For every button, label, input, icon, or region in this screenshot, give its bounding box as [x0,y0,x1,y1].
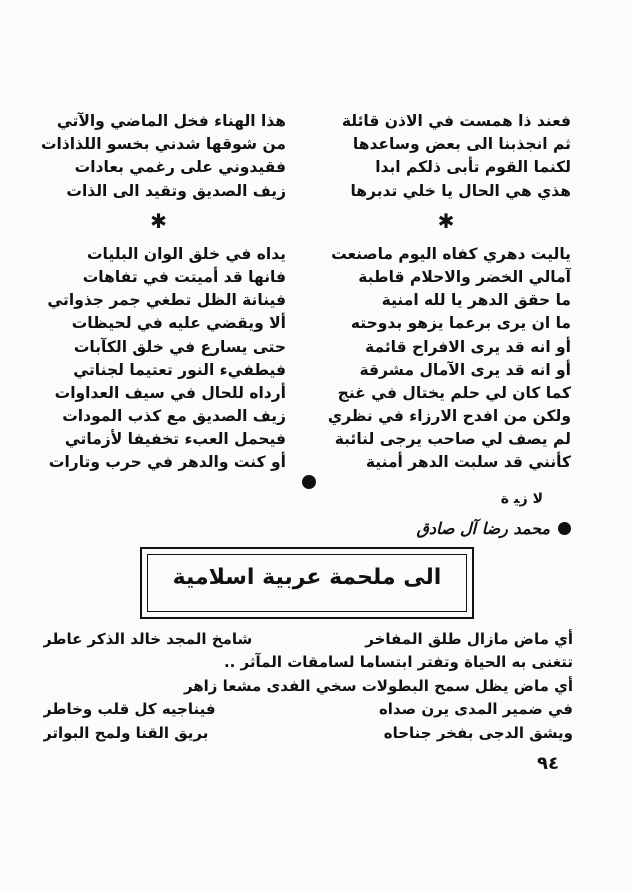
verse-hemistich: فيناجيه كل قلب وخاطر [43,700,216,719]
verse-line: ألا ويقضي عليه في لحيظات [71,314,286,333]
verse-hemistich: أي ماض مازال طلق المفاخر [365,630,573,648]
verse-line: أو كنت والدهر في حرب وتارات [48,453,286,472]
verse-line: أو انه قد يرى الآمال مشرقة [359,360,571,379]
verse-line: أو انه قد يرى الافراح قائمة [365,337,571,356]
second-poem [43,628,573,745]
left-column [31,110,286,475]
verse-line: ثم انجذبنا الى بعض وساعدها [352,135,571,154]
verse-line: حتى يسارع في خلق الكآبات [73,337,286,356]
verse-line: أرداه للحال في سيف العداوات [54,383,286,402]
poem-title: الى ملحمة عربية اسلامية [172,565,442,590]
verse-line: لم يصف لي صاحب يرجى لنائبة [334,430,571,449]
verse-line: فعند ذا همست في الاذن قائلة [341,112,571,130]
stanza-separator: ✱ [150,208,167,233]
right-column [321,110,571,475]
verse-line: ما حقق الدهر يا لله امنية [381,291,571,310]
bullet-dot-icon [558,522,571,535]
verse-line: زيف الصديق وتقيد الى الذات [66,181,286,200]
verse-line [43,698,573,721]
verse-line: تتغنى به الحياة وتفتر ابتساما لسامقات المآثر .. [223,653,573,672]
verse-line: هذا الهناء فخل الماضي والآتي [56,112,286,130]
verse-hemistich: شامخ المجد خالد الذكر عاطر [43,630,253,648]
title-frame [140,547,474,619]
verse-line: كما كان لي حلم يختال في غنج [337,383,571,402]
page-number: ٩٤ [537,753,559,774]
verse-line: ولكن من افدح الارزاء في نظري [327,407,571,426]
verse-line: كأنني قد سلبت الدهر أمنية [365,453,571,472]
verse-line: ياليت دهري كفاه اليوم ماصنعت [331,244,571,263]
verse-line: ما ان يرى برعما يزهو بدوحته [350,314,571,333]
verse-line [43,628,573,651]
verse-line: فينانة الظل تطغي جمر جذواتي [47,291,286,310]
verse-line: يداه في خلق الوان البليات [86,244,286,263]
section-dot-icon [302,475,316,489]
verse-hemistich: ويشق الدجى بفخر جناحاه [383,723,573,742]
verse-line: هذي هي الحال يا خلي تدبرها [350,181,571,200]
ornament: ﻻ ﺯﻴ ﺓ [500,491,543,507]
verse-line: أي ماض يظل سمح البطولات سخي الفدى مشعا زاهر [183,676,573,695]
verse-line: لكنما القوم تأبى ذلكم ابدا [375,158,571,177]
verse-line: زيف الصديق مع كذب المودات [62,407,286,426]
author-name: محمد رضا آل صادق [416,518,550,538]
verse-line: فانها قد أميتت في تفاهات [82,267,286,286]
verse-line [43,722,573,745]
author-row [416,515,571,541]
verse-line: فيحمل العبء تخفيفا لأزماتي [64,430,286,449]
verse-line: آمالي الخضر والاحلام قاطبة [358,267,571,286]
verse-line: فقيدوني على رغمي بعادات [74,158,286,177]
stanza-separator: ✱ [437,208,455,233]
verse-line: من شوقها شدني بخسو اللذاذات [40,135,286,154]
verse-hemistich: بريق القنا ولمح البواتر [43,723,209,742]
verse-hemistich: في ضمير المدى يرن صداه [378,700,573,719]
verse-line: فيطفيء النور تعتيما لجناتي [73,360,286,379]
